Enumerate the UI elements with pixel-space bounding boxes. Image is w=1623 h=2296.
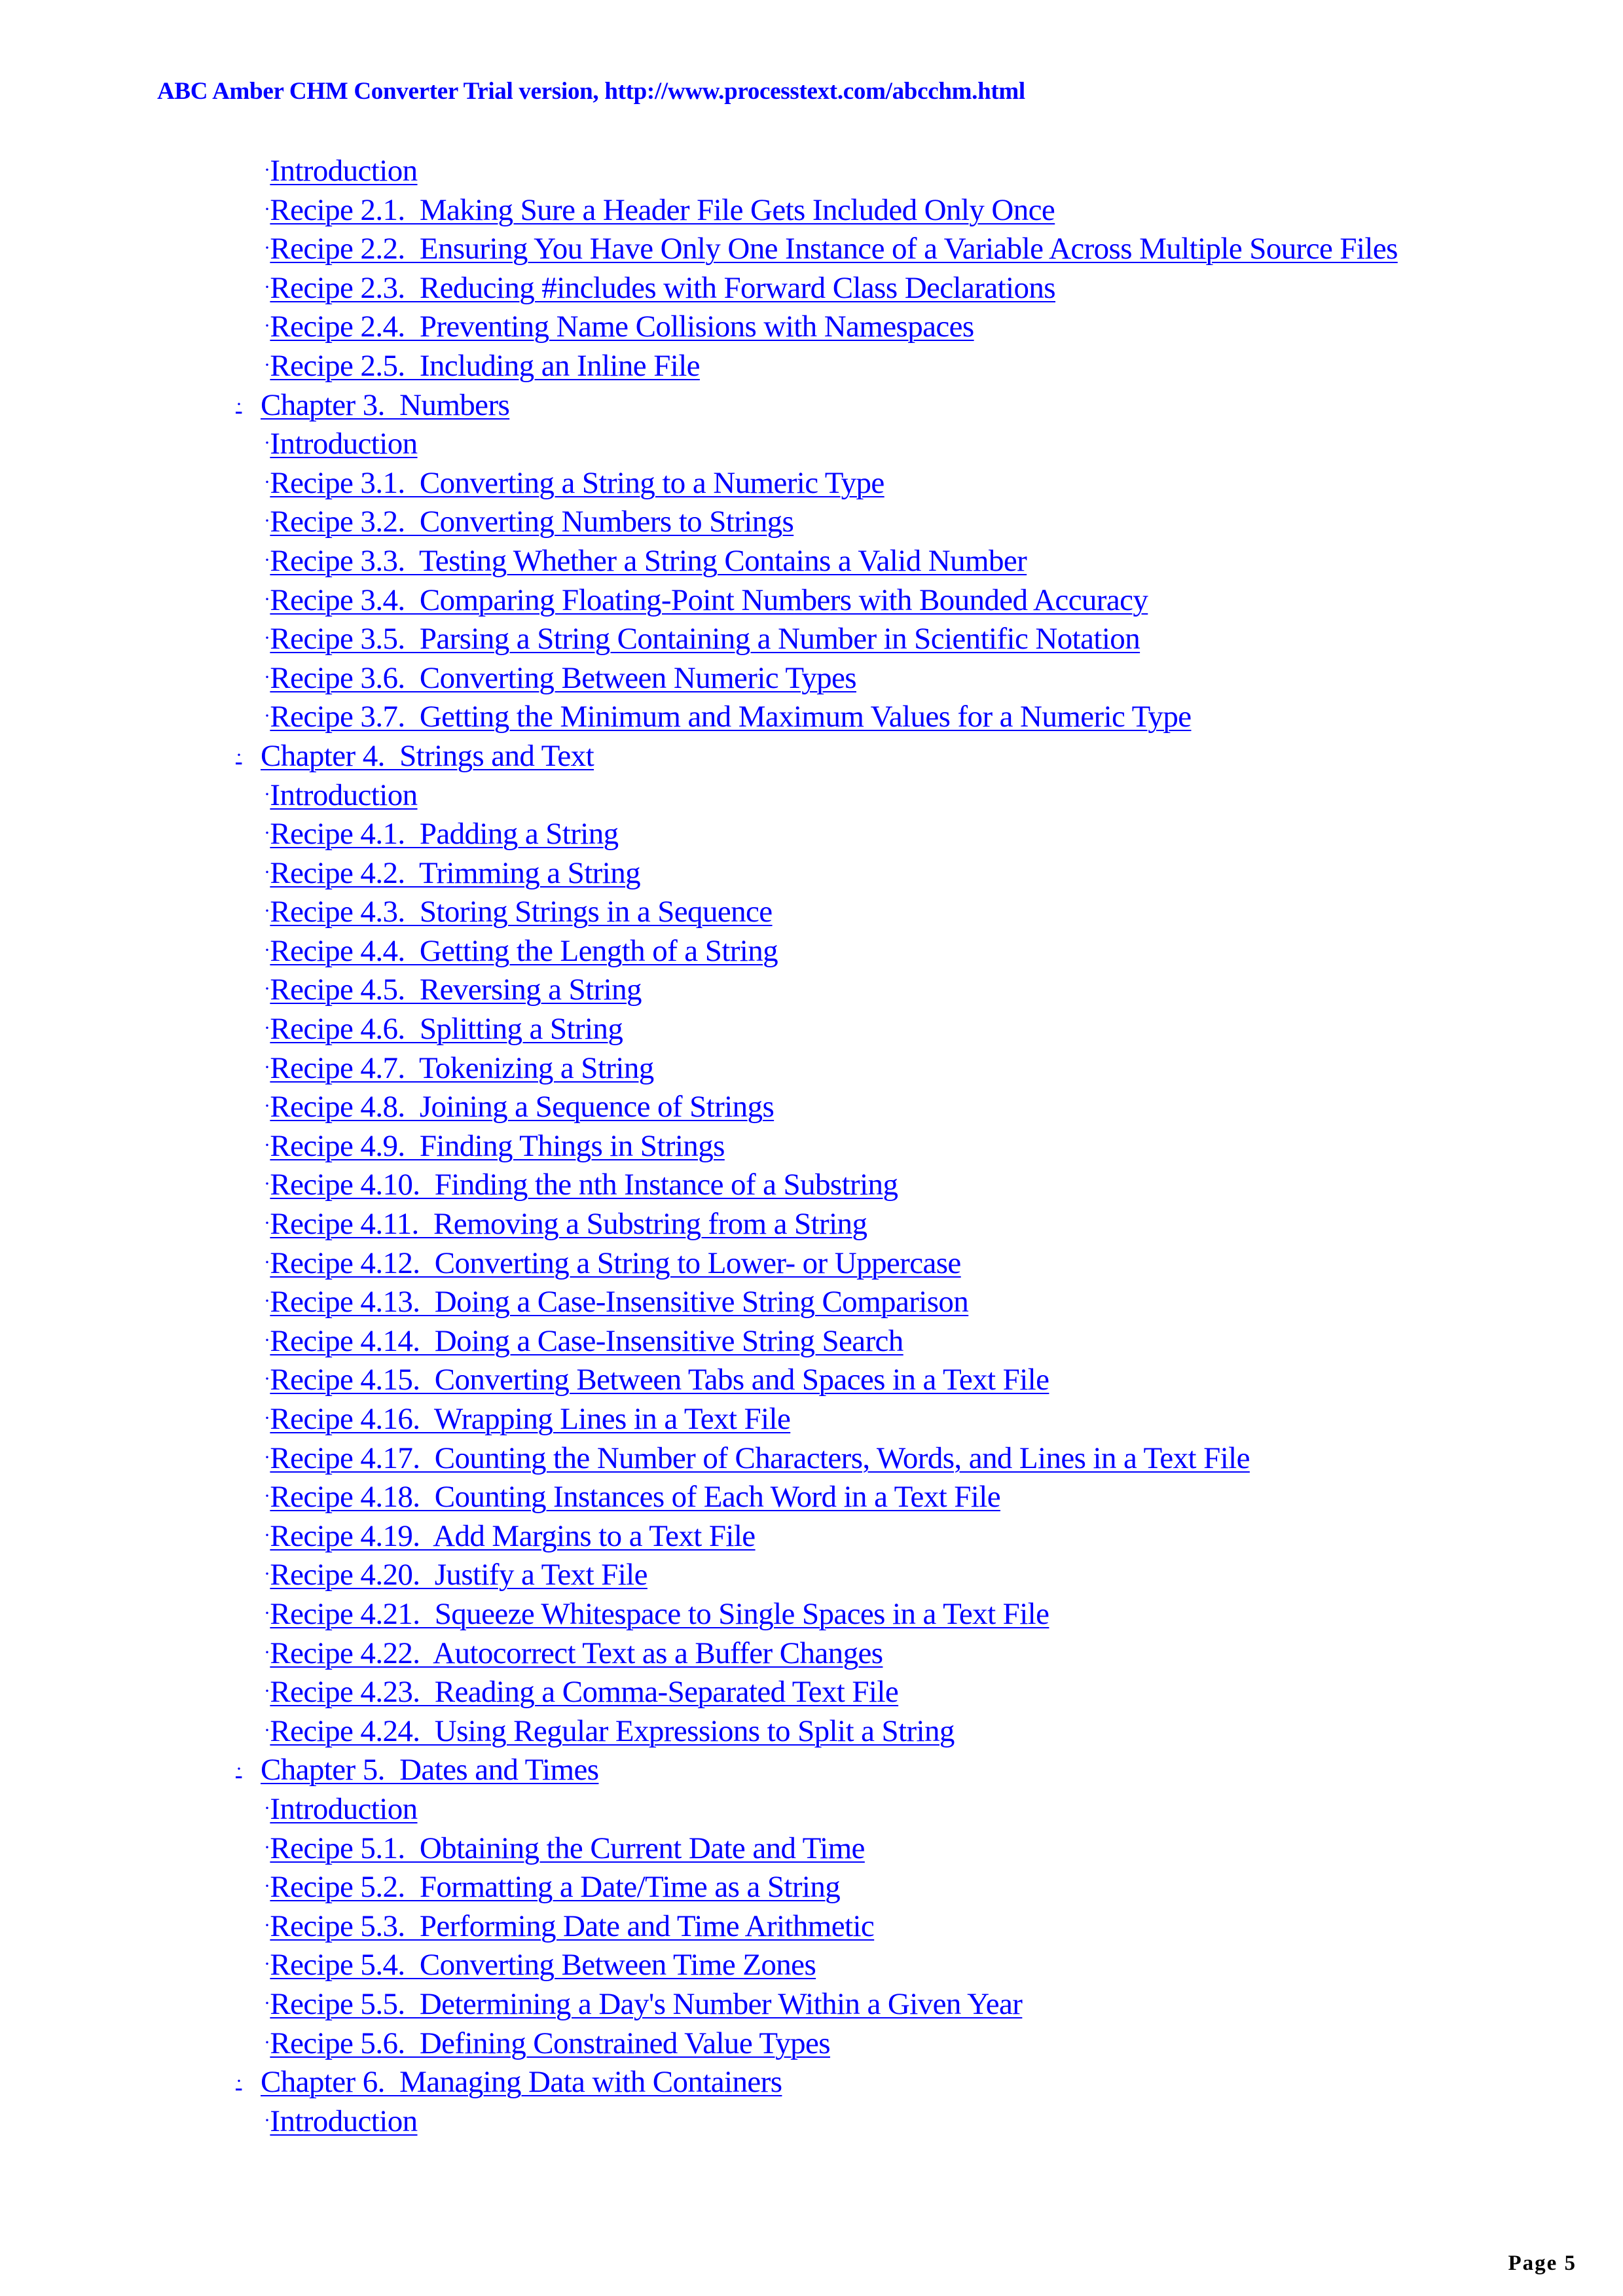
bullet-marker: ·: [264, 822, 270, 844]
toc-entry: [236, 776, 1398, 816]
toc-entry: [236, 347, 1398, 386]
bullet-marker: ·: [236, 393, 242, 415]
bullet-marker: ·: [264, 198, 270, 220]
recipe-link[interactable]: Recipe 4.7. Tokenizing a String: [270, 1050, 654, 1085]
bullet-marker: ·: [264, 1641, 270, 1663]
recipe-link[interactable]: Recipe 4.6. Splitting a String: [270, 1012, 623, 1047]
recipe-link[interactable]: Recipe 4.10. Finding the nth Instance of a Substring: [270, 1168, 898, 1202]
toc-entry: [236, 815, 1398, 854]
recipe-link[interactable]: Recipe 4.8. Joining a Sequence of Strings: [270, 1090, 775, 1124]
bullet-marker: ·: [264, 432, 270, 454]
recipe-link[interactable]: Recipe 4.19. Add Margins to a Text File: [270, 1518, 756, 1553]
toc-entry: [236, 1595, 1398, 1634]
toc-entry: [236, 1478, 1398, 1517]
bullet-marker: ·: [264, 783, 270, 805]
bullet-marker: ·: [264, 861, 270, 883]
toc-entry: [236, 1244, 1398, 1283]
recipe-link[interactable]: Recipe 5.4. Converting Between Time Zones: [270, 1948, 816, 1982]
bullet-marker: ·: [264, 2031, 270, 2053]
toc-entry: [236, 1829, 1398, 1869]
toc-entry: [236, 1556, 1398, 1595]
toc-entry: [236, 308, 1398, 347]
toc-chapter-entry: [236, 2063, 1398, 2102]
toc-entry: [236, 698, 1398, 737]
bullet-marker: ·: [264, 1368, 270, 1390]
toc-entry: [236, 1049, 1398, 1088]
toc-entry: [236, 2102, 1398, 2142]
toc-entry: [236, 503, 1398, 542]
recipe-link[interactable]: Recipe 2.3. Reducing #includes with Forward Class Declarations: [270, 270, 1055, 305]
bullet-marker: ·: [264, 1875, 270, 1897]
bullet-marker: ·: [264, 1485, 270, 1507]
toc-chapter-entry: [236, 386, 1398, 425]
toc-entry: [236, 932, 1398, 971]
page-number: Page 5: [1508, 2251, 1577, 2275]
bullet-marker: ·: [264, 1290, 270, 1312]
chapter-link[interactable]: Chapter 5. Dates and Times: [261, 1753, 599, 1787]
toc-entry: [236, 1517, 1398, 1556]
bullet-marker: ·: [264, 1173, 270, 1195]
recipe-link[interactable]: Recipe 5.6. Defining Constrained Value Types: [270, 2026, 830, 2060]
bullet-marker: ·: [264, 1914, 270, 1936]
recipe-link[interactable]: Recipe 2.1. Making Sure a Header File Gets Included Only Once: [270, 192, 1055, 227]
recipe-link[interactable]: Recipe 4.20. Justify a Text File: [270, 1558, 647, 1592]
toc-entry: [236, 1673, 1398, 1712]
chapter-link[interactable]: Chapter 3. Numbers: [261, 387, 510, 422]
recipe-link[interactable]: Recipe 5.1. Obtaining the Current Date and Time: [270, 1831, 865, 1865]
toc-entry: [236, 1868, 1398, 1907]
bullet-marker: ·: [264, 627, 270, 649]
bullet-marker: ·: [264, 1797, 270, 1819]
recipe-link[interactable]: Recipe 3.3. Testing Whether a String Contains a Valid Number: [270, 543, 1027, 578]
bullet-marker: ·: [264, 1524, 270, 1546]
recipe-link[interactable]: Recipe 2.2. Ensuring You Have Only One Instance of a Variable Across Multiple Source Files: [270, 232, 1398, 266]
toc-entry: [236, 1361, 1398, 1400]
bullet-marker: ·: [264, 1563, 270, 1585]
bullet-marker: ·: [264, 2109, 270, 2131]
bullet-marker: ·: [264, 666, 270, 688]
recipe-link[interactable]: Recipe 3.6. Converting Between Numeric Types: [270, 660, 856, 695]
bullet-marker: ·: [236, 1758, 242, 1780]
recipe-link[interactable]: Recipe 4.2. Trimming a String: [270, 855, 640, 890]
converter-trial-header: ABC Amber CHM Converter Trial version, http://www.processtext.com/abcchm.html: [157, 78, 1025, 105]
bullet-marker: ·: [264, 1719, 270, 1741]
recipe-link[interactable]: Recipe 2.4. Preventing Name Collisions with Namespaces: [270, 310, 974, 344]
bullet-marker: ·: [264, 1953, 270, 1975]
bullet-marker: ·: [264, 159, 270, 181]
recipe-link[interactable]: Recipe 4.24. Using Regular Expressions to Split a String: [270, 1713, 955, 1748]
recipe-link[interactable]: Recipe 4.22. Autocorrect Text as a Buffer Changes: [270, 1636, 883, 1670]
toc-entry: [236, 464, 1398, 503]
recipe-link[interactable]: Recipe 4.23. Reading a Comma-Separated Text File: [270, 1675, 899, 1710]
recipe-link[interactable]: Introduction: [270, 778, 418, 812]
bullet-marker: ·: [264, 353, 270, 376]
toc-entry: [236, 1790, 1398, 1829]
recipe-link[interactable]: Recipe 4.16. Wrapping Lines in a Text File: [270, 1402, 791, 1436]
bullet-marker: ·: [264, 1836, 270, 1858]
bullet-marker: ·: [264, 1407, 270, 1429]
bullet-marker: ·: [264, 315, 270, 337]
toc-entry: [236, 1166, 1398, 1205]
bullet-marker: ·: [264, 1680, 270, 1702]
toc-chapter-entry: [236, 737, 1398, 776]
recipe-link[interactable]: Recipe 3.2. Converting Numbers to Strings: [270, 505, 794, 539]
toc-entry: [236, 1712, 1398, 1751]
bullet-marker: ·: [264, 939, 270, 961]
recipe-link[interactable]: Recipe 4.9. Finding Things in Strings: [270, 1128, 725, 1163]
recipe-link[interactable]: Recipe 5.2. Formatting a Date/Time as a String: [270, 1870, 841, 1905]
recipe-link[interactable]: Recipe 4.21. Squeeze Whitespace to Single Spaces in a Text File: [270, 1596, 1049, 1631]
toc-entry: [236, 230, 1398, 269]
recipe-link[interactable]: Introduction: [270, 154, 418, 188]
bullet-marker: ·: [264, 1212, 270, 1234]
bullet-marker: ·: [264, 1602, 270, 1624]
toc-entry: [236, 659, 1398, 698]
bullet-marker: ·: [264, 276, 270, 298]
toc-entry: [236, 1946, 1398, 1985]
toc-entry: [236, 581, 1398, 620]
bullet-marker: ·: [236, 744, 242, 766]
bullet-marker: ·: [264, 1329, 270, 1351]
bullet-marker: ·: [264, 978, 270, 1000]
recipe-link[interactable]: Recipe 3.1. Converting a String to a Numeric Type: [270, 465, 884, 500]
bullet-marker: ·: [264, 1446, 270, 1468]
toc-entry: [236, 1439, 1398, 1479]
table-of-contents: [236, 152, 1398, 2141]
toc-entry: [236, 1010, 1398, 1049]
chapter-link[interactable]: Chapter 4. Strings and Text: [261, 738, 594, 773]
recipe-link[interactable]: Recipe 4.15. Converting Between Tabs and Spaces in a Text File: [270, 1363, 1049, 1397]
toc-entry: [236, 854, 1398, 893]
toc-entry: [236, 893, 1398, 932]
bullet-marker: ·: [264, 1134, 270, 1156]
toc-entry: [236, 620, 1398, 659]
bullet-marker: ·: [264, 510, 270, 532]
recipe-link[interactable]: Recipe 3.7. Getting the Minimum and Maximum Values for a Numeric Type: [270, 700, 1192, 734]
toc-entry: [236, 269, 1398, 308]
toc-entry: [236, 1205, 1398, 1244]
recipe-link[interactable]: Recipe 4.17. Counting the Number of Characters, Words, and Lines in a Text File: [270, 1441, 1250, 1475]
recipe-link[interactable]: Recipe 3.5. Parsing a String Containing a Number in Scientific Notation: [270, 622, 1140, 656]
recipe-link[interactable]: Recipe 4.3. Storing Strings in a Sequence: [270, 895, 773, 929]
recipe-link[interactable]: Introduction: [270, 2104, 418, 2138]
bullet-marker: ·: [264, 705, 270, 727]
chapter-link[interactable]: Chapter 6. Managing Data with Containers: [261, 2065, 782, 2100]
recipe-link[interactable]: Recipe 4.4. Getting the Length of a String: [270, 933, 778, 968]
bullet-marker: ·: [264, 1095, 270, 1117]
toc-entry: [236, 1088, 1398, 1127]
bullet-marker: ·: [264, 1251, 270, 1273]
bullet-marker: ·: [264, 1017, 270, 1039]
recipe-link[interactable]: Recipe 4.12. Converting a String to Lower- or Uppercase: [270, 1246, 961, 1280]
toc-entry: [236, 2024, 1398, 2064]
recipe-link[interactable]: Recipe 4.14. Doing a Case-Insensitive String Search: [270, 1323, 903, 1358]
toc-entry: [236, 1634, 1398, 1674]
recipe-link[interactable]: Recipe 2.5. Including an Inline File: [270, 348, 700, 383]
toc-entry: [236, 971, 1398, 1010]
toc-entry: [236, 1322, 1398, 1361]
toc-entry: [236, 1400, 1398, 1439]
toc-entry: [236, 542, 1398, 581]
bullet-marker: ·: [264, 588, 270, 610]
recipe-link[interactable]: Recipe 3.4. Comparing Floating-Point Numbers with Bounded Accuracy: [270, 583, 1148, 617]
toc-entry: [236, 1907, 1398, 1946]
bullet-marker: ·: [264, 1056, 270, 1078]
bullet-marker: ·: [264, 548, 270, 571]
bullet-marker: ·: [264, 900, 270, 922]
bullet-marker: ·: [264, 237, 270, 259]
recipe-link[interactable]: Introduction: [270, 1791, 418, 1826]
recipe-link[interactable]: Recipe 4.5. Reversing a String: [270, 973, 642, 1007]
recipe-link[interactable]: Recipe 4.11. Removing a Substring from a String: [270, 1207, 867, 1242]
toc-entry: [236, 1985, 1398, 2024]
toc-entry: [236, 152, 1398, 191]
toc-chapter-entry: [236, 1751, 1398, 1790]
recipe-link[interactable]: Recipe 4.18. Counting Instances of Each Word in a Text File: [270, 1480, 1000, 1515]
recipe-link[interactable]: Introduction: [270, 427, 418, 461]
bullet-marker: ·: [264, 471, 270, 493]
recipe-link[interactable]: Recipe 4.1. Padding a String: [270, 817, 619, 852]
toc-entry: [236, 1283, 1398, 1322]
recipe-link[interactable]: Recipe 5.3. Performing Date and Time Arithmetic: [270, 1909, 875, 1943]
bullet-marker: ·: [236, 2070, 242, 2092]
toc-entry: [236, 1127, 1398, 1166]
recipe-link[interactable]: Recipe 5.5. Determining a Day's Number Within a Given Year: [270, 1986, 1023, 2021]
toc-entry: [236, 425, 1398, 464]
bullet-marker: ·: [264, 1992, 270, 2014]
recipe-link[interactable]: Recipe 4.13. Doing a Case-Insensitive String Comparison: [270, 1285, 969, 1319]
toc-entry: [236, 191, 1398, 230]
